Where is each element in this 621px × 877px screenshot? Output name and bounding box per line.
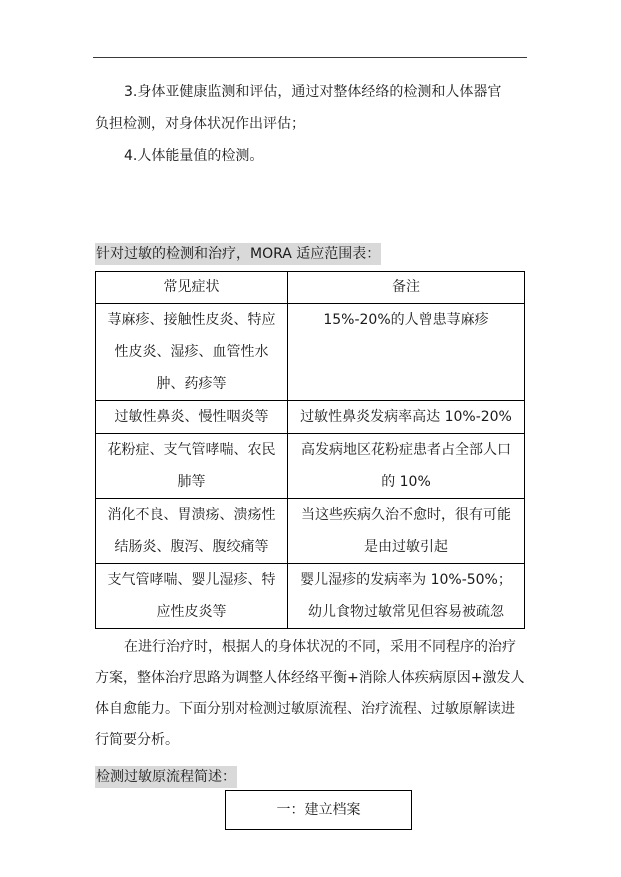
body-paragraph: [95, 632, 527, 756]
symptom-cell: 花粉症、支气管哮喘、农民肺等: [96, 434, 288, 499]
list-item-3-line1: 3.身体亚健康监测和评估，通过对整体经络的检测和人体器官: [124, 84, 502, 100]
list-item-3-line2: 负担检测，对身体状况作出评估；: [95, 116, 305, 132]
table-row: [96, 564, 525, 629]
list-item-3: [95, 76, 527, 140]
note-cell: 过敏性鼻炎发病率高达 10%-20%: [288, 401, 525, 434]
table-row: [96, 499, 525, 564]
table-row: [96, 401, 525, 434]
header-rule: [93, 57, 527, 58]
table-caption: 针对过敏的检测和治疗，MORA 适应范围表：: [95, 243, 381, 265]
symptom-cell: 消化不良、胃溃疡、溃疡性结肠炎、腹泻、腹绞痛等: [96, 499, 288, 564]
table-header-row: [96, 272, 525, 304]
header-note: 备注: [288, 272, 525, 304]
section-heading: 检测过敏原流程简述：: [95, 766, 237, 788]
symptom-cell: 荨麻疹、接触性皮炎、特应性皮炎、湿疹、血管性水肿、药疹等: [96, 304, 288, 401]
note-cell: 高发病地区花粉症患者占全部人口的 10%: [288, 434, 525, 499]
symptom-cell: 过敏性鼻炎、慢性咽炎等: [96, 401, 288, 434]
step-box: 一：建立档案: [225, 790, 412, 830]
table-row: [96, 304, 525, 401]
header-symptom: 常见症状: [96, 272, 288, 304]
note-cell: 当这些疾病久治不愈时，很有可能是由过敏引起: [288, 499, 525, 564]
table-row: [96, 434, 525, 499]
symptom-cell: 支气管哮喘、婴儿湿疹、特应性皮炎等: [96, 564, 288, 629]
note-cell: 婴儿湿疹的发病率为 10%-50%；幼儿食物过敏常见但容易被疏忽: [288, 564, 525, 629]
list-item-4: 4.人体能量值的检测。: [124, 148, 264, 164]
note-cell: 15%-20%的人曾患荨麻疹: [288, 304, 525, 401]
symptom-table: [95, 271, 525, 629]
body-text: 在进行治疗时，根据人的身体状况的不同，采用不同程序的治疗方案，整体治疗思路为调整人体经络平衡+消除人体疾病原因+激发人体自愈能力。下面分别对检测过敏原流程、治疗流程、过敏原解读进行简要分析。: [95, 639, 525, 748]
